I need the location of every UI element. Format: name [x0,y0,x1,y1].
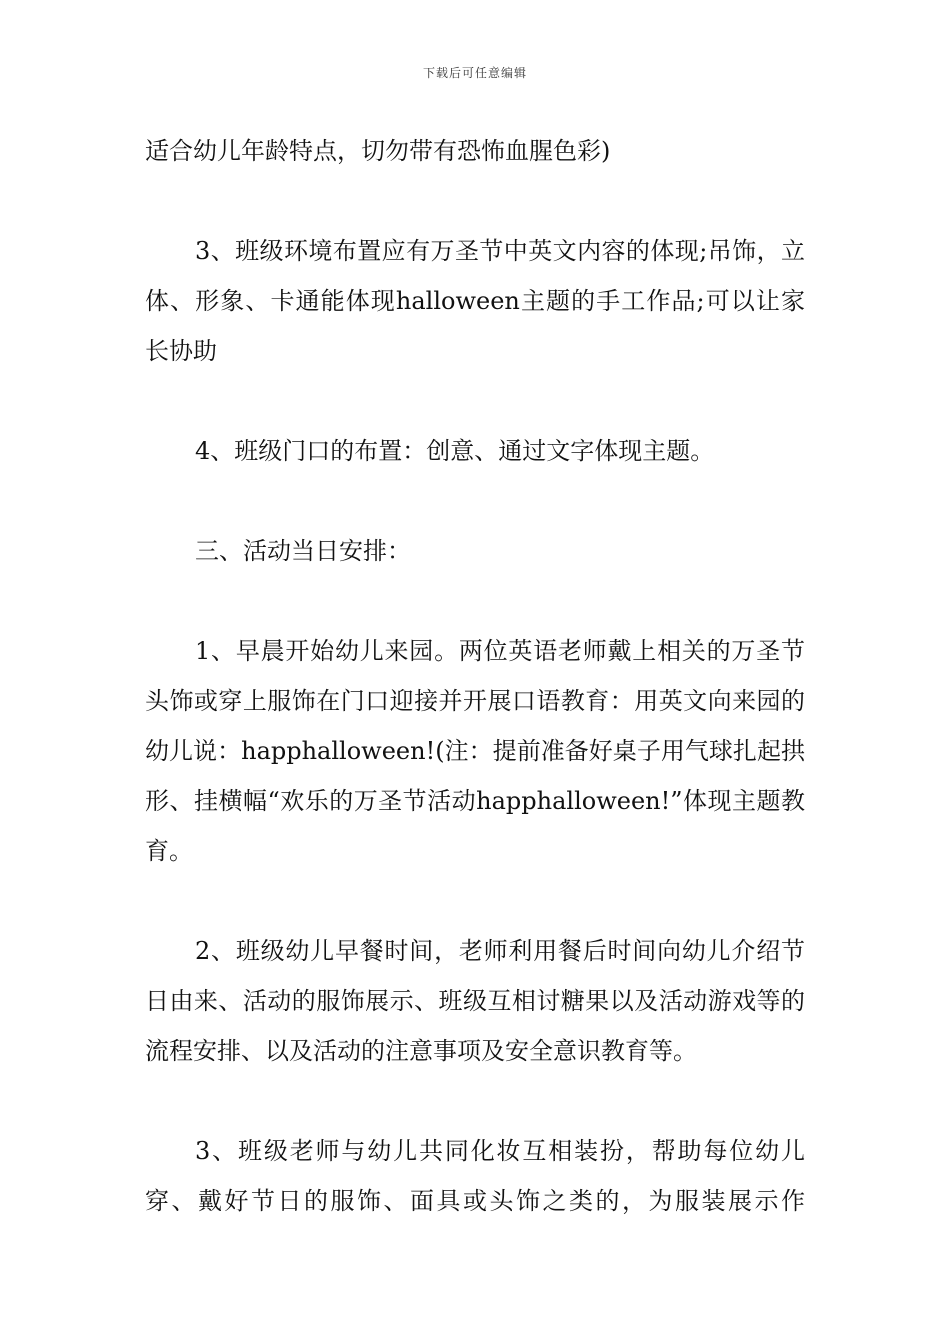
section-heading-day-schedule: 三、活动当日安排： [195,537,411,565]
paragraph-schedule-1: 1、早晨开始幼儿来园。两位英语老师戴上相关的万圣节头饰或穿上服饰在门口迎接并开展口语教育：用英文向来园的幼儿说：happhalloween!(注：提前准备好桌子用气球扎起拱形、挂横幅“欢乐的万圣节活动happhalloween!”体现主题教育。 [145,637,805,865]
paragraph-item-3-environment: 3、班级环境布置应有万圣节中英文内容的体现;吊饰，立体、形象、卡通能体现halloween主题的手工作品;可以让家长协助 [145,237,805,365]
header-note: 下载后可任意编辑 [422,66,527,80]
paragraph-gap [145,876,805,926]
paragraph-schedule-3: 3、班级老师与幼儿共同化妆互相装扮，帮助每位幼儿穿、戴好节日的服饰、面具或头饰之类的，为服装展示作 [145,1137,805,1215]
paragraph-continuation: 适合幼儿年龄特点，切勿带有恐怖血腥色彩) [145,137,611,165]
paragraph-gap [145,1076,805,1126]
paragraph-gap [145,376,805,426]
paragraph-gap [145,176,805,226]
paragraph-gap [145,576,805,626]
paragraph-item-4-door: 4、班级门口的布置：创意、通过文字体现主题。 [195,437,715,465]
paragraph-schedule-2: 2、班级幼儿早餐时间，老师利用餐后时间向幼儿介绍节日由来、活动的服饰展示、班级互相讨糖果以及活动游戏等的流程安排、以及活动的注意事项及安全意识教育等。 [145,937,805,1065]
document-body [145,126,805,1226]
paragraph-gap [145,476,805,526]
